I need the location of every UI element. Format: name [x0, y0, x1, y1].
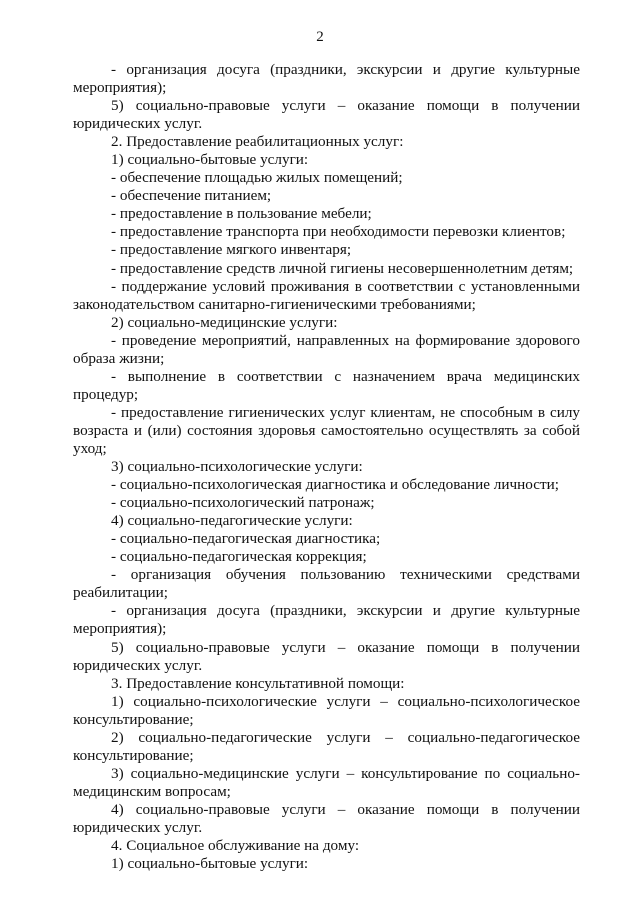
list-item: - социально-педагогическая коррекция; [111, 548, 367, 566]
list-item: - предоставление транспорта при необходимости перевозки клиентов; [111, 223, 566, 241]
list-item: - обеспечение питанием; [111, 187, 272, 205]
list-item: - предоставление средств личной гигиены несовершеннолетним детям; [111, 259, 574, 277]
list-item: - обеспечение площадью жилых помещений; [111, 169, 403, 187]
list-item: 4) социально-правовые услуги – оказание помощи в получении юридических услуг. [73, 800, 580, 836]
list-item: - предоставление гигиенических услуг клиентам, не способным в силу возраста и (или) состояния здоровья самостоятельно осуществлять за собой уход; [73, 403, 580, 457]
section-heading-home-service: 4. Социальное обслуживание на дому: [111, 837, 360, 855]
list-item: - социально-педагогическая диагностика; [111, 530, 381, 548]
list-item: - социально-психологическая диагностика и обследование личности; [111, 476, 559, 494]
list-item: - выполнение в соответствии с назначением врача медицинских процедур; [73, 367, 580, 403]
legal-services-item: 5) социально-правовые услуги – оказание помощи в получении юридических услуг. [73, 638, 580, 674]
section-heading-rehabilitation: 2. Предоставление реабилитационных услуг: [111, 133, 404, 151]
list-item: - предоставление в пользование мебели; [111, 205, 372, 223]
list-item: 3) социально-медицинские услуги – консультирование по социально-медицинским вопросам; [73, 764, 580, 800]
subsection-heading-psychological: 3) социально-психологические услуги: [111, 458, 363, 476]
page-number: 2 [316, 29, 324, 45]
subsection-heading-household: 1) социально-бытовые услуги: [111, 151, 309, 169]
subsection-heading-household: 1) социально-бытовые услуги: [111, 855, 309, 873]
subsection-heading-medical: 2) социально-медицинские услуги: [111, 313, 338, 331]
list-item: - социально-психологический патронаж; [111, 494, 375, 512]
list-item: - поддержание условий проживания в соответствии с установленными законодательством санитарно-гигиеническими требованиями; [73, 277, 580, 313]
list-item: 2) социально-педагогические услуги – социально-педагогическое консультирование; [73, 728, 580, 764]
list-item: - организация обучения пользованию техническими средствами реабилитации; [73, 566, 580, 602]
legal-services-item: 5) социально-правовые услуги – оказание помощи в получении юридических услуг. [73, 97, 580, 133]
section-heading-consulting: 3. Предоставление консультативной помощи: [111, 674, 405, 692]
list-item: 1) социально-психологические услуги – социально-психологическое консультирование; [73, 692, 580, 728]
subsection-heading-pedagogical: 4) социально-педагогические услуги: [111, 512, 353, 530]
list-item: - организация досуга (праздники, экскурсии и другие культурные мероприятия); [73, 602, 580, 638]
list-item: - проведение мероприятий, направленных на формирование здорового образа жизни; [73, 331, 580, 367]
list-item-leisure: - организация досуга (праздники, экскурсии и другие культурные мероприятия); [73, 61, 580, 97]
document-body [73, 61, 580, 873]
list-item: - предоставление мягкого инвентаря; [111, 241, 352, 259]
